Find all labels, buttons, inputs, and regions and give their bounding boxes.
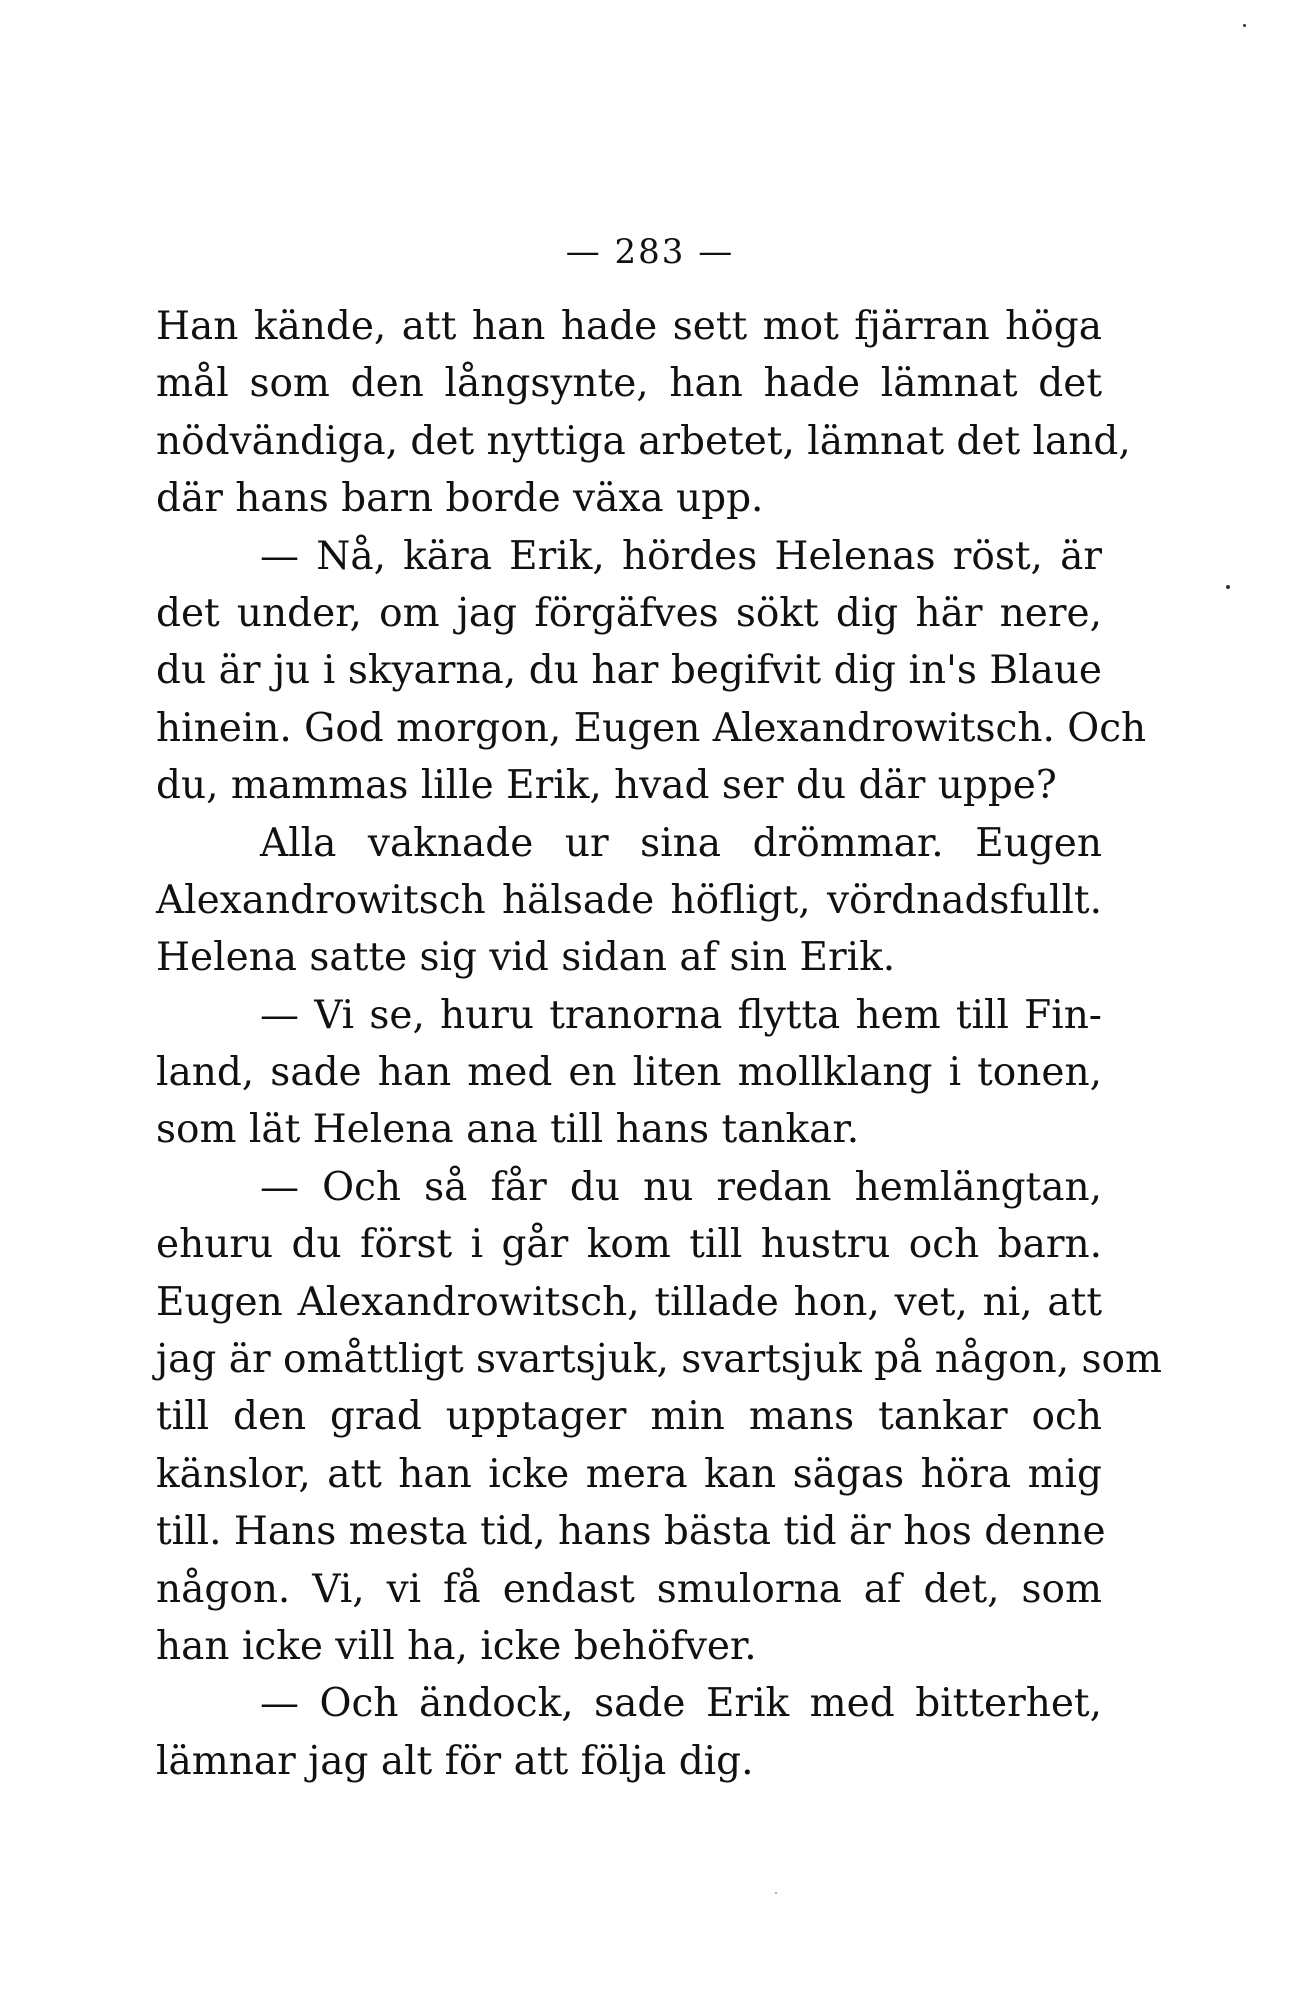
text-line: — Och så får du nu redan hemlängtan, xyxy=(260,1164,1102,1210)
scan-speck xyxy=(775,1892,777,1894)
text-line: nödvändiga, det nyttiga arbetet, lämnat det land, xyxy=(156,418,1131,464)
text-line: känslor, att han icke mera kan sägas höra mig xyxy=(156,1451,1102,1497)
text-line: där hans barn borde växa upp. xyxy=(156,476,764,522)
scan-speck xyxy=(1243,24,1246,27)
text-line: Helena satte sig vid sidan af sin Erik. xyxy=(156,935,896,981)
text-line: hinein. God morgon, Eugen Alexandrowitsch. Och xyxy=(156,705,1147,751)
text-line: du, mammas lille Erik, hvad ser du där uppe? xyxy=(156,763,1057,809)
text-line: Eugen Alexandrowitsch, tillade hon, vet, ni, att xyxy=(156,1279,1102,1325)
text-line: Alla vaknade ur sina drömmar. Eugen xyxy=(260,820,1102,866)
text-line: jag är omåttligt svartsjuk, svartsjuk på någon, som xyxy=(156,1337,1162,1383)
text-line: — Vi se, huru tranorna flytta hem till Fin- xyxy=(260,992,1102,1038)
text-line: till. Hans mesta tid, hans bästa tid är hos denne xyxy=(156,1509,1106,1555)
page-number: — 283 — xyxy=(565,232,735,272)
text-line: som lät Helena ana till hans tankar. xyxy=(156,1107,860,1153)
text-line: ehuru du först i går kom till hustru och barn. xyxy=(156,1222,1102,1268)
body-text xyxy=(156,298,1162,1790)
text-line: till den grad upptager min mans tankar och xyxy=(156,1394,1102,1440)
text-line: land, sade han med en liten mollklang i tonen, xyxy=(156,1050,1102,1096)
text-line: Han kände, att han hade sett mot fjärran höga xyxy=(156,304,1102,349)
text-line: någon. Vi, vi få endast smulorna af det, som xyxy=(156,1566,1102,1612)
text-line: lämnar jag alt för att följa dig. xyxy=(156,1738,754,1784)
text-line: mål som den långsynte, han hade lämnat det xyxy=(156,361,1102,407)
text-line: — Nå, kära Erik, hördes Helenas röst, är xyxy=(260,533,1102,579)
text-line: Alexandrowitsch hälsade höfligt, vördnadsfullt. xyxy=(156,877,1102,923)
text-line: — Och ändock, sade Erik med bitterhet, xyxy=(260,1681,1102,1727)
text-line: han icke vill ha, icke behöfver. xyxy=(156,1623,757,1669)
scan-speck xyxy=(1226,585,1230,589)
text-line: du är ju i skyarna, du har begifvit dig in's Blaue xyxy=(156,648,1102,694)
text-line: det under, om jag förgäfves sökt dig här nere, xyxy=(156,590,1102,636)
